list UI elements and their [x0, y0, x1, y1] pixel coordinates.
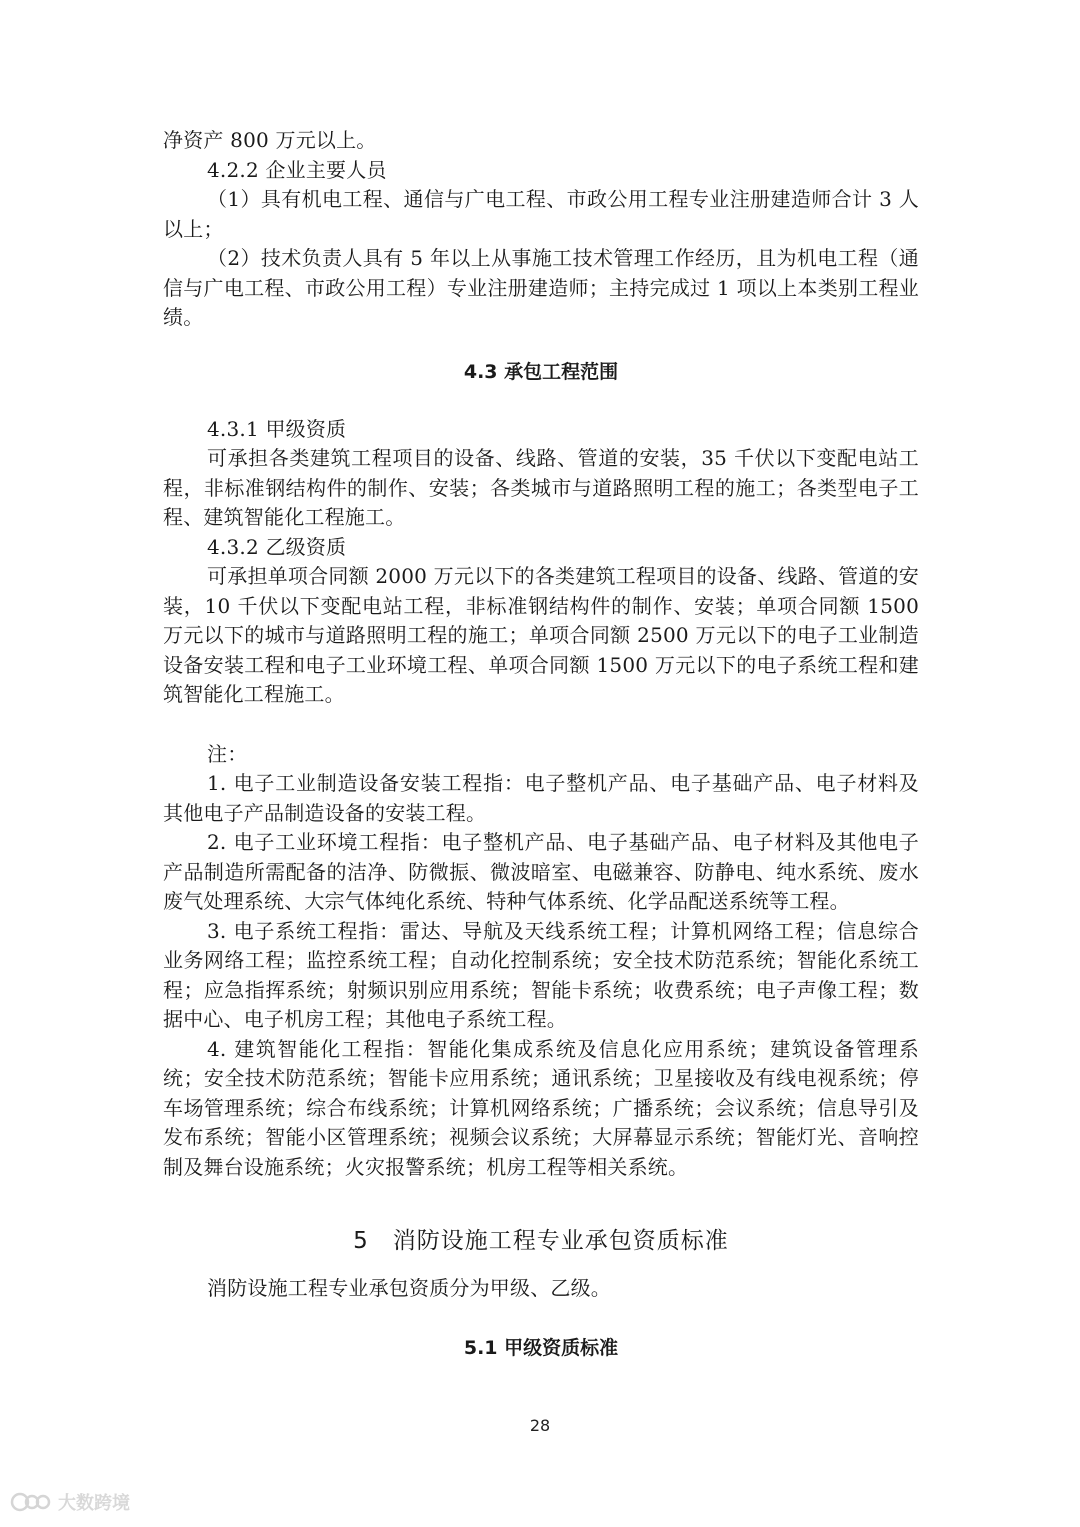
paragraph-personnel-2: （2）技术负责人具有 5 年以上从事施工技术管理工作经历，且为机电工程（通信与广电工程、市政公用工程）专业注册建造师；主持完成过 1 项以上本类别工程业绩。: [163, 246, 919, 329]
watermark: [10, 1488, 130, 1516]
paragraph-grade-b-scope: 可承担单项合同额 2000 万元以下的各类建筑工程项目的设备、线路、管道的安装，10 千伏以下变配电站工程，非标准钢结构件的制作、安装；单项合同额 1500 万元以下的城市与道路照明工程的施工；单项合同额 2500 万元以下的电子工业制造设备安装工程和电子工业环境工程、单项合同额 1500 万元以下的电子系统工程和建筑智能化工程施工。: [163, 564, 919, 706]
paragraph-personnel-1: （1）具有机电工程、通信与广电工程、市政公用工程专业注册建造师合计 3 人以上；: [163, 187, 919, 241]
watermark-text: 大数跨境: [58, 1493, 130, 1514]
note-item-2: 2. 电子工业环境工程指：电子整机产品、电子基础产品、电子材料及其他电子产品制造所需配备的洁净、防微振、微波暗室、电磁兼容、防静电、纯水系统、废水废气处理系统、大宗气体纯化系统、特种气体系统、化学品配送系统等工程。: [163, 830, 919, 913]
heading-4-3-1: 4.3.1 甲级资质: [207, 416, 347, 441]
note-item-1: 1. 电子工业制造设备安装工程指：电子整机产品、电子基础产品、电子材料及其他电子产品制造设备的安装工程。: [163, 771, 919, 825]
heading-4-3-2: 4.3.2 乙级资质: [207, 534, 347, 559]
heading-4-2-2: 4.2.2 企业主要人员: [207, 157, 387, 182]
page-number: 28: [529, 1416, 551, 1435]
page-content: [163, 126, 919, 1363]
section-title-4-3: 4.3 承包工程范围: [463, 360, 619, 383]
paragraph-chapter-5-intro: 消防设施工程专业承包资质分为甲级、乙级。: [207, 1276, 611, 1300]
paragraph-grade-a-scope: 可承担各类建筑工程项目的设备、线路、管道的安装，35 千伏以下变配电站工程，非标准钢结构件的制作、安装；各类城市与道路照明工程的施工；各类型电子工程、建筑智能化工程施工。: [163, 446, 919, 529]
section-title-5-1: 5.1 甲级资质标准: [463, 1336, 619, 1359]
chapter-title-5: 5 消防设施工程专业承包资质标准: [353, 1228, 729, 1254]
notes-label: 注：: [207, 741, 248, 766]
paragraph-net-assets: 净资产 800 万元以上。: [163, 128, 377, 152]
note-item-3: 3. 电子系统工程指：雷达、导航及天线系统工程；计算机网络工程；信息综合业务网络工程；监控系统工程；自动化控制系统；安全技术防范系统；智能化系统工程；应急指挥系统；射频识别应用系统；智能卡系统；收费系统；电子声像工程；数据中心、电子机房工程；其他电子系统工程。: [163, 918, 919, 1031]
note-item-4: 4. 建筑智能化工程指：智能化集成系统及信息化应用系统；建筑设备管理系统；安全技术防范系统；智能卡应用系统；通讯系统；卫星接收及有线电视系统；停车场管理系统；综合布线系统；计算机网络系统；广播系统；会议系统；信息导引及发布系统；智能小区管理系统；视频会议系统；大屏幕显示系统；智能灯光、音响控制及舞台设施系统；火灾报警系统；机房工程等相关系统。: [163, 1036, 919, 1179]
watermark-logo-icon: [10, 1491, 52, 1513]
